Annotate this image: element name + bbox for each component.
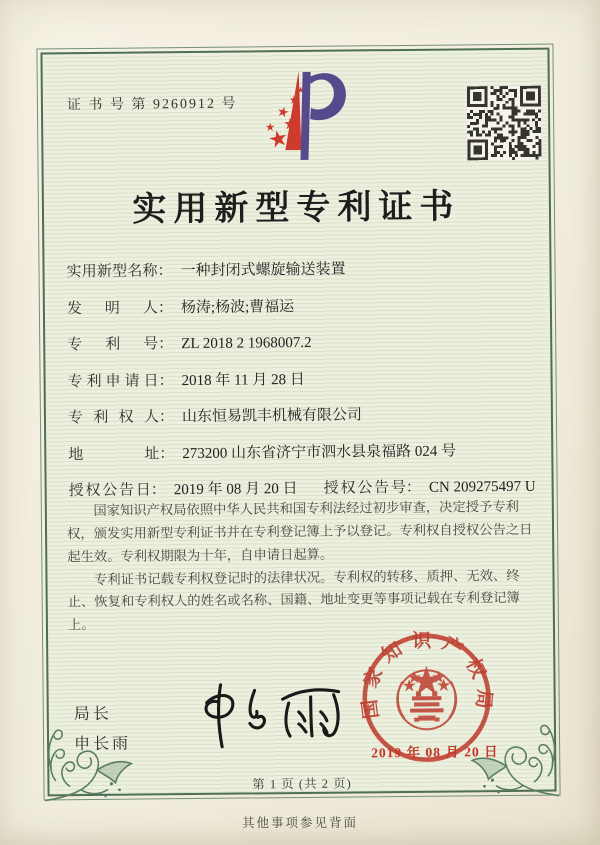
field-label: 授权公告号 bbox=[323, 479, 407, 497]
field-row-patentee bbox=[68, 402, 535, 427]
grant-no-value: CN 209275497 U bbox=[428, 478, 536, 496]
certificate-body bbox=[40, 48, 556, 797]
field-value: 杨涛;杨波;曹福运 bbox=[180, 298, 295, 316]
certificate-border-frame bbox=[36, 44, 560, 801]
field-row-address bbox=[68, 438, 535, 463]
field-colon: ： bbox=[150, 482, 166, 499]
field-label: 专利号 bbox=[67, 336, 159, 354]
certificate-title: 实用新型专利证书 bbox=[132, 188, 461, 229]
qr-code bbox=[467, 86, 542, 161]
seal-date: 2019 年 08 月 20 日 bbox=[371, 744, 499, 761]
field-colon: ： bbox=[157, 263, 173, 280]
legal-text bbox=[67, 496, 539, 638]
national-emblem-icon bbox=[397, 670, 456, 729]
field-value: 2018 年 11 月 28 日 bbox=[181, 371, 305, 389]
director-signature bbox=[190, 677, 361, 754]
field-colon: ： bbox=[159, 445, 175, 462]
field-label: 地址 bbox=[68, 445, 160, 463]
legal-paragraph: 专利证书记载专利权登记时的法律状况。专利权的转移、质押、无效、终止、恢复和专利权人的姓名或名称、国籍、地址变更等事项记载在专利登记簿上。 bbox=[67, 567, 520, 633]
legal-paragraph: 国家知识产权局依照中华人民共和国专利法经过初步审查，决定授予专利权，颁发实用新型专利证书并在专利登记簿上予以登记。专利权自授权公告之日起生效。专利权期限为十年，自申请日起算。 bbox=[66, 498, 533, 564]
certificate-number: 证 书 号 第 9260912 号 bbox=[66, 96, 238, 114]
grant-date-value: 2019 年 08 月 20 日 bbox=[173, 481, 298, 499]
field-colon: ： bbox=[157, 299, 173, 316]
field-row-filing-date bbox=[67, 365, 534, 390]
field-row-patent-no bbox=[67, 329, 534, 354]
field-row-inventor bbox=[67, 292, 534, 317]
field-label: 专利权人 bbox=[67, 409, 160, 427]
field-label: 发明人 bbox=[66, 299, 158, 317]
field-label: 实用新型名称 bbox=[66, 263, 158, 281]
field-value: 273200 山东省济宁市泗水县泉福路 024 号 bbox=[182, 442, 457, 462]
field-row-name bbox=[66, 256, 533, 281]
field-value: 一种封闭式螺旋输送装置 bbox=[180, 261, 346, 280]
back-side-note: 其他事项参见背面 bbox=[241, 816, 358, 830]
field-colon: ： bbox=[158, 372, 174, 389]
field-value: 山东恒易凯丰机械有限公司 bbox=[181, 407, 363, 426]
seal-ring-text: 国家知识产权局 bbox=[358, 630, 495, 720]
field-label: 授权公告日 bbox=[68, 482, 151, 500]
director-title: 局长 bbox=[73, 705, 112, 724]
field-value: ZL 2018 2 1968007.2 bbox=[181, 334, 312, 353]
field-label: 专利申请日 bbox=[67, 372, 159, 390]
field-colon: ： bbox=[405, 479, 422, 496]
field-list bbox=[66, 256, 535, 516]
page-indicator: 第 1 页 (共 2 页) bbox=[252, 776, 352, 792]
director-block bbox=[74, 700, 132, 761]
cnipa-patent-logo-icon bbox=[253, 63, 354, 166]
field-colon: ： bbox=[158, 336, 174, 353]
director-name: 申长雨 bbox=[74, 736, 132, 754]
field-colon: ： bbox=[158, 409, 175, 426]
